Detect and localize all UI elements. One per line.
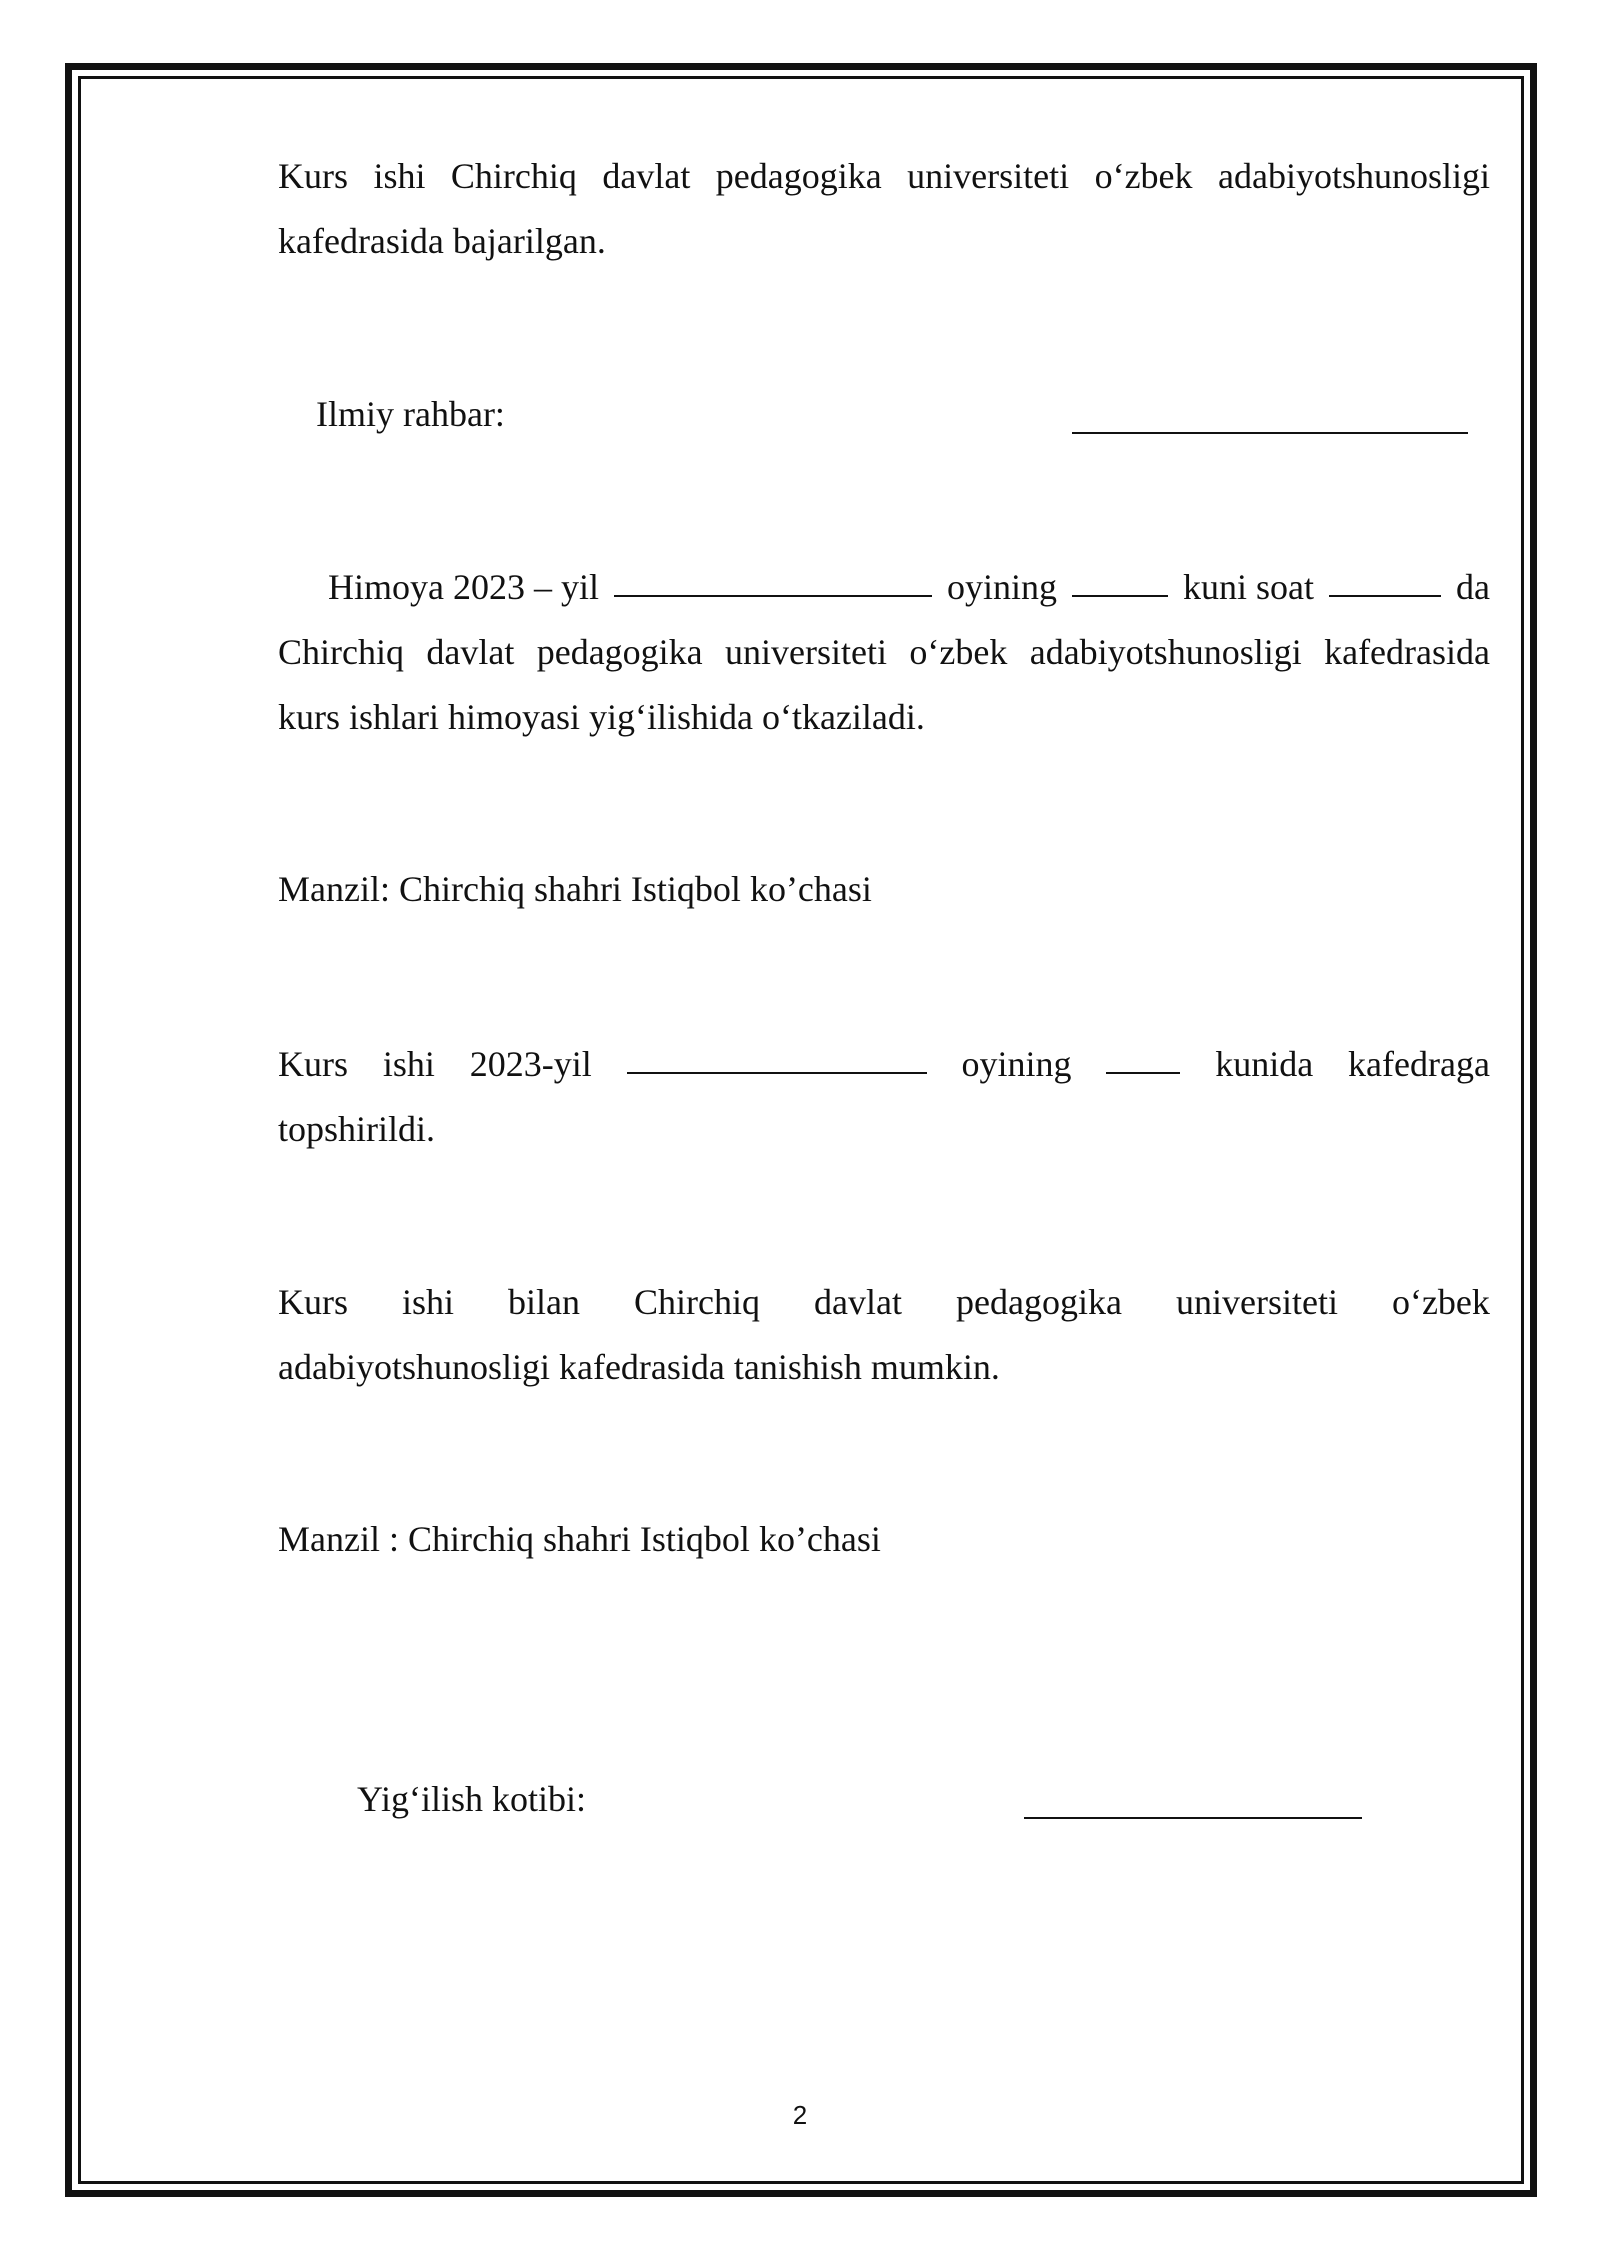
word: Kurs [278, 1282, 348, 1322]
defense-month-blank[interactable] [614, 555, 932, 597]
word: o‘zbek [1094, 156, 1193, 196]
word: universiteti [907, 156, 1070, 196]
supervisor-label: Ilmiy rahbar: [316, 394, 505, 434]
paragraph-familiarize [278, 1270, 1490, 1400]
submitted-month-blank[interactable] [627, 1032, 927, 1074]
paragraph-course-work-done [278, 144, 1490, 274]
word: davlat [602, 156, 691, 196]
word: 2023-yil [469, 1044, 592, 1084]
defense-line-3: kurs ishlari himoyasi yig‘ilishida o‘tkaziladi. [278, 697, 925, 737]
defense-day-word: kuni soat [1183, 567, 1314, 607]
word: ishi [382, 1044, 435, 1084]
paragraph-submitted [278, 1032, 1490, 1162]
paragraph-line: adabiyotshunosligi kafedrasida tanishish mumkin. [278, 1347, 1000, 1387]
word: Chirchiq [634, 1282, 761, 1322]
word: Kurs [278, 156, 348, 196]
paragraph-line [278, 144, 1490, 209]
word: Kurs [278, 1044, 348, 1084]
word: kafedraga [1348, 1044, 1490, 1084]
paragraph-line [278, 620, 1490, 685]
defense-month-word: oyining [946, 567, 1057, 607]
word: pedagogika [956, 1282, 1122, 1322]
address-1: Manzil: Chirchiq shahri Istiqbol ko’chasi [278, 869, 872, 909]
defense-prefix: Himoya 2023 – yil [328, 567, 599, 607]
paragraph-line [278, 555, 1490, 620]
word: adabiyotshunosligi [1218, 156, 1490, 196]
word: davlat [814, 1282, 903, 1322]
word: pedagogika [715, 156, 882, 196]
paragraph-line [278, 1270, 1490, 1335]
word: Chirchiq [450, 156, 577, 196]
word: ishi [373, 156, 426, 196]
word: bilan [508, 1282, 581, 1322]
word: o‘zbek [1391, 1282, 1490, 1322]
secretary-signature-line[interactable] [1024, 1777, 1362, 1819]
paragraph-line: kafedrasida bajarilgan. [278, 221, 606, 261]
page-number: 2 [792, 2100, 808, 2130]
defense-suffix: da [1456, 567, 1490, 607]
address-2: Manzil : Chirchiq shahri Istiqbol ko’chasi [278, 1519, 881, 1559]
submitted-day-blank[interactable] [1106, 1032, 1180, 1074]
defense-line-2: Chirchiq davlat pedagogika universiteti o‘zbek adabiyotshunosligi kafedrasida [278, 632, 1490, 672]
defense-day-blank[interactable] [1072, 555, 1168, 597]
paragraph-line: topshirildi. [278, 1109, 436, 1149]
paragraph-defense [278, 555, 1490, 750]
word: kunida [1215, 1044, 1314, 1084]
defense-hour-blank[interactable] [1329, 555, 1441, 597]
word: universiteti [1175, 1282, 1338, 1322]
word: ishi [402, 1282, 455, 1322]
supervisor-signature-line[interactable] [1072, 392, 1468, 434]
secretary-label: Yig‘ilish kotibi: [357, 1779, 587, 1819]
word: oyining [961, 1044, 1072, 1084]
paragraph-line [278, 1032, 1490, 1097]
